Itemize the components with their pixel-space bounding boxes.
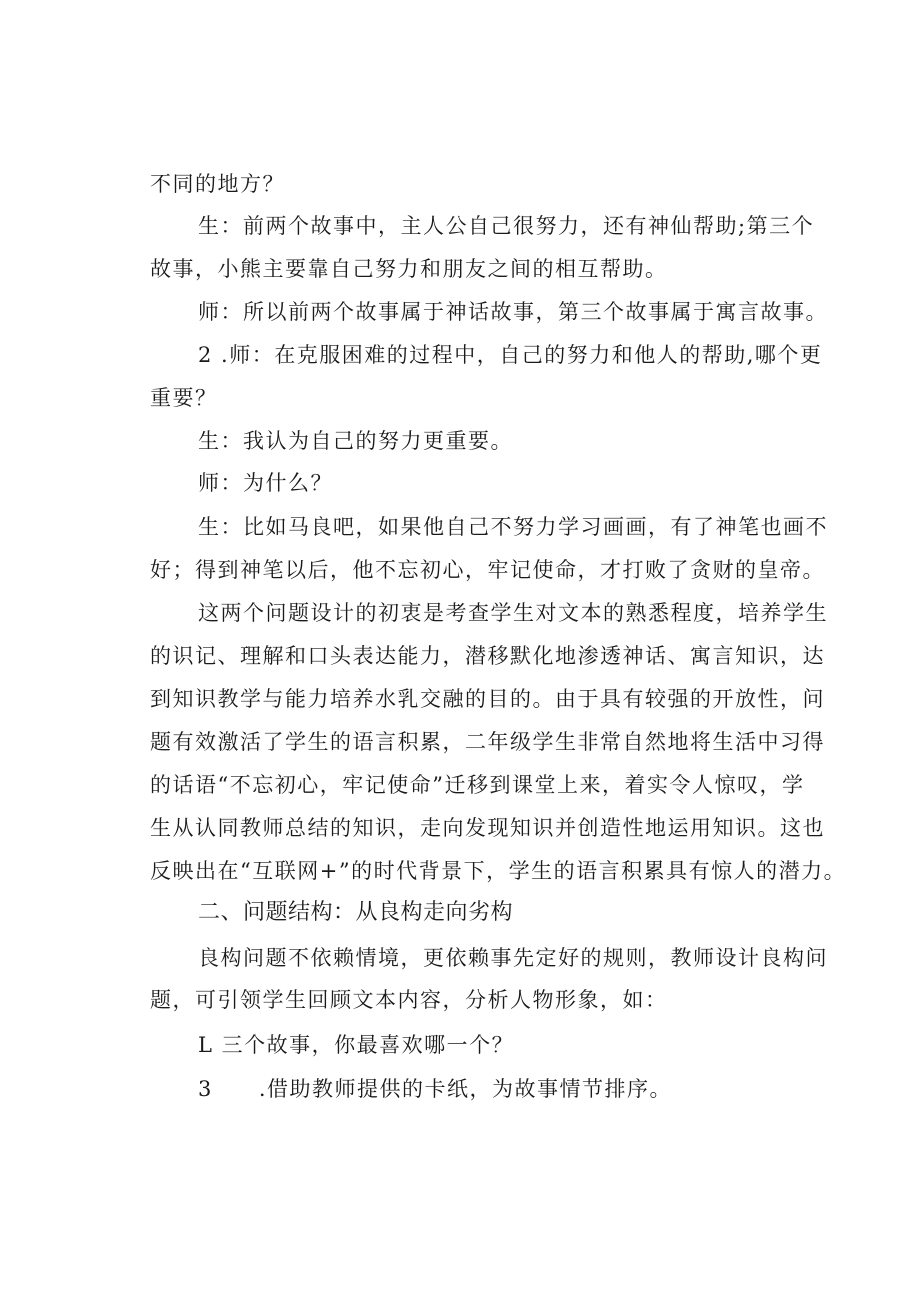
list-item-text: .借助教师提供的卡纸，为故事情节排序。 <box>258 1077 673 1101</box>
text-line: 生从认同教师总结的知识，走向发现知识并创造性地运用知识。这也 <box>150 816 825 840</box>
text-line: 的话语“不忘初心，牢记使命”迁移到课堂上来，着实令人惊叹，学 <box>150 773 805 797</box>
text-line: 师：为什么？ <box>198 471 333 495</box>
text-line: 故事，小熊主要靠自己努力和朋友之间的相互帮助。 <box>150 257 668 281</box>
text-line: 题有效激活了学生的语言积累，二年级学生非常自然地将生活中习得 <box>150 730 825 754</box>
section-heading: 二、问题结构：从良构走向劣构 <box>198 900 514 925</box>
text-line: 的识记、理解和口头表达能力，潜移默化地渗透神话、寓言知识，达 <box>150 644 825 668</box>
text-line: 题，可引领学生回顾文本内容，分析人物形象，如： <box>150 988 668 1012</box>
text-line: 重要？ <box>150 386 218 410</box>
text-line: 良构问题不依赖情境，更依赖事先定好的规则，教师设计良构问 <box>198 946 828 970</box>
list-item <box>198 1075 672 1103</box>
text-line: 不同的地方？ <box>150 172 285 196</box>
text-line: 师：所以前两个故事属于神话故事，第三个故事属于寓言故事。 <box>198 300 828 324</box>
text-line: 这两个问题设计的初衷是考查学生对文本的熟悉程度，培养学生 <box>198 601 828 625</box>
text-line: 到知识教学与能力培养水乳交融的目的。由于具有较强的开放性，问 <box>150 687 825 711</box>
list-number: 3 <box>198 1077 213 1101</box>
text-line: 好；得到神笔以后，他不忘初心，牢记使命，才打败了贪财的皇帝。 <box>150 558 825 582</box>
text-line: 生：前两个故事中，主人公自己很努力，还有神仙帮助;第三个 <box>198 214 815 238</box>
text-line: 2 .师：在克服困难的过程中，自己的努力和他人的帮助,哪个更 <box>198 343 823 367</box>
text-line: 反映出在“互联网+”的时代背景下，学生的语言积累具有惊人的潜力。 <box>150 859 847 883</box>
text-line: 生：我认为自己的努力更重要。 <box>198 429 513 453</box>
list-item: L 三个故事，你最喜欢哪一个？ <box>198 1033 515 1057</box>
text-line: 生：比如马良吧，如果他自己不努力学习画画，有了神笔也画不 <box>198 515 828 539</box>
